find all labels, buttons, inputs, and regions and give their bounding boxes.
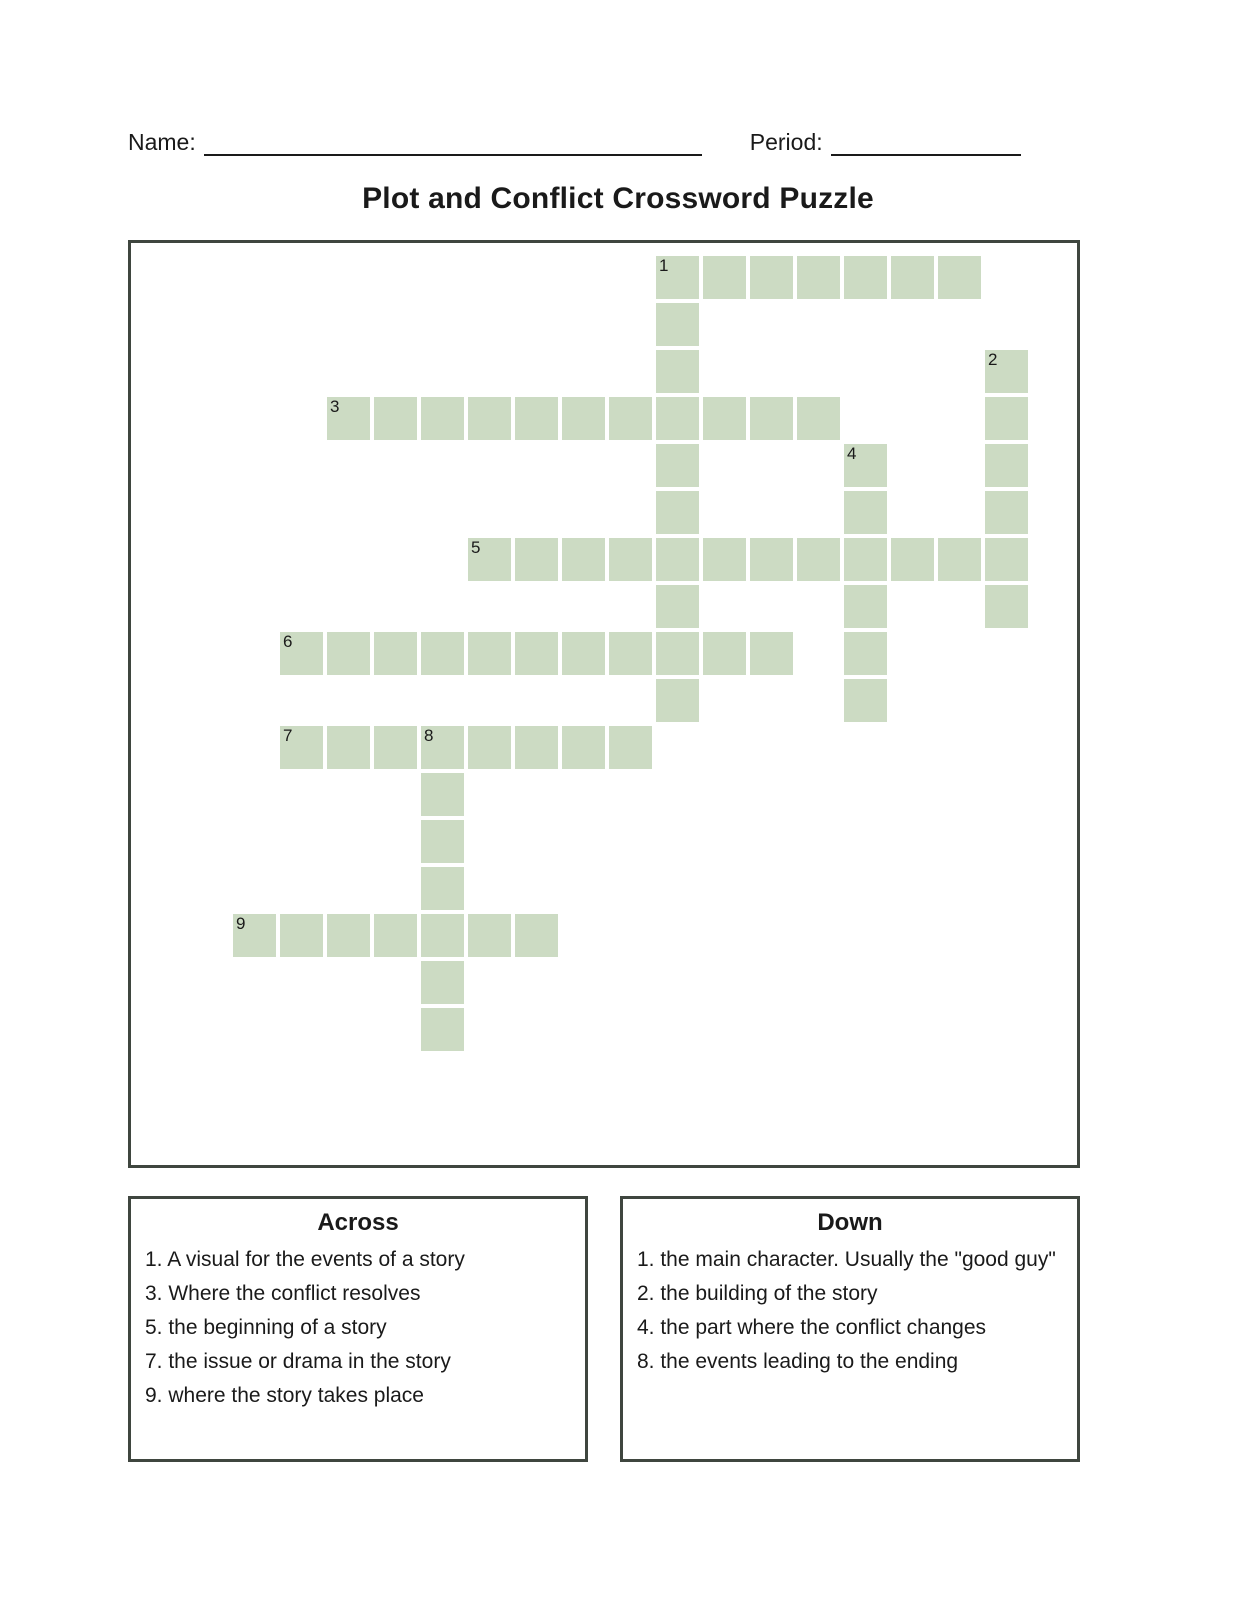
- crossword-cell-number: 3: [330, 397, 340, 416]
- down-clues-box: [620, 1196, 1080, 1462]
- crossword-cell-number: 9: [236, 914, 246, 933]
- name-input-line[interactable]: [204, 130, 702, 156]
- crossword-cell[interactable]: [607, 395, 654, 442]
- crossword-cell-numbered[interactable]: [842, 442, 889, 489]
- crossword-cell[interactable]: [748, 254, 795, 301]
- crossword-cell[interactable]: [607, 536, 654, 583]
- crossword-cell[interactable]: [748, 630, 795, 677]
- crossword-cell[interactable]: [701, 254, 748, 301]
- crossword-cell[interactable]: [983, 395, 1030, 442]
- across-clue-item: 1. A visual for the events of a story: [145, 1248, 465, 1271]
- crossword-cell[interactable]: [701, 630, 748, 677]
- crossword-cell[interactable]: [983, 583, 1030, 630]
- crossword-cell[interactable]: [513, 395, 560, 442]
- period-label: Period:: [749, 129, 823, 155]
- across-clue-list: [145, 1243, 571, 1413]
- period-input-line[interactable]: [831, 130, 1021, 156]
- crossword-cell[interactable]: [607, 724, 654, 771]
- crossword-cell-numbered[interactable]: [231, 912, 278, 959]
- crossword-cell[interactable]: [842, 630, 889, 677]
- crossword-cell[interactable]: [560, 630, 607, 677]
- crossword-cell[interactable]: [983, 536, 1030, 583]
- crossword-cell[interactable]: [936, 536, 983, 583]
- crossword-cell-number: 6: [283, 632, 293, 651]
- across-clue-item: 7. the issue or drama in the story: [145, 1350, 451, 1374]
- down-heading: Down: [817, 1209, 883, 1236]
- crossword-cell[interactable]: [372, 724, 419, 771]
- crossword-cell[interactable]: [419, 395, 466, 442]
- crossword-cell[interactable]: [607, 630, 654, 677]
- page-title: Plot and Conflict Crossword Puzzle: [362, 182, 874, 215]
- across-clue-item: 3. Where the conflict resolves: [145, 1282, 421, 1306]
- crossword-cell[interactable]: [842, 583, 889, 630]
- crossword-cell[interactable]: [419, 771, 466, 818]
- crossword-cell[interactable]: [842, 254, 889, 301]
- crossword-cell[interactable]: [325, 724, 372, 771]
- down-clue-item: 4. the part where the conflict changes: [637, 1316, 987, 1340]
- crossword-cell[interactable]: [701, 395, 748, 442]
- crossword-cell-numbered[interactable]: [654, 254, 701, 301]
- crossword-cell[interactable]: [560, 395, 607, 442]
- crossword-cell[interactable]: [795, 254, 842, 301]
- crossword-cell[interactable]: [466, 630, 513, 677]
- crossword-cell-number: 4: [847, 444, 857, 463]
- crossword-cell[interactable]: [278, 912, 325, 959]
- crossword-cell[interactable]: [372, 912, 419, 959]
- crossword-cell[interactable]: [983, 442, 1030, 489]
- crossword-cell[interactable]: [372, 630, 419, 677]
- crossword-cell-numbered[interactable]: [278, 630, 325, 677]
- down-clue-item: 1. the main character. Usually the "good guy": [637, 1248, 1056, 1271]
- crossword-cell-numbered[interactable]: [983, 348, 1030, 395]
- crossword-cell[interactable]: [654, 301, 701, 348]
- crossword-cell[interactable]: [466, 724, 513, 771]
- crossword-cell[interactable]: [466, 395, 513, 442]
- down-clue-list: [637, 1243, 1063, 1379]
- across-clues-box: [128, 1196, 588, 1462]
- crossword-cell[interactable]: [325, 630, 372, 677]
- crossword-cell[interactable]: [513, 724, 560, 771]
- crossword-cell[interactable]: [513, 912, 560, 959]
- crossword-cell[interactable]: [748, 395, 795, 442]
- crossword-cell[interactable]: [466, 912, 513, 959]
- crossword-cell-number: 2: [988, 350, 998, 369]
- crossword-cell[interactable]: [325, 912, 372, 959]
- crossword-cell[interactable]: [842, 536, 889, 583]
- down-clue-item: 2. the building of the story: [637, 1282, 878, 1306]
- crossword-cell[interactable]: [372, 395, 419, 442]
- crossword-cell[interactable]: [419, 818, 466, 865]
- crossword-cell[interactable]: [654, 442, 701, 489]
- crossword-cell[interactable]: [983, 489, 1030, 536]
- crossword-cell-numbered[interactable]: [419, 724, 466, 771]
- crossword-cell[interactable]: [654, 395, 701, 442]
- crossword-cell[interactable]: [748, 536, 795, 583]
- crossword-cell[interactable]: [419, 630, 466, 677]
- crossword-grid: [128, 240, 1080, 1168]
- crossword-cell-number: 7: [283, 726, 293, 745]
- crossword-cell[interactable]: [842, 677, 889, 724]
- crossword-cell[interactable]: [654, 489, 701, 536]
- across-clue-item: 9. where the story takes place: [145, 1384, 424, 1408]
- crossword-cell[interactable]: [513, 630, 560, 677]
- crossword-cell[interactable]: [654, 348, 701, 395]
- crossword-cell[interactable]: [795, 536, 842, 583]
- across-clue-item: 5. the beginning of a story: [145, 1316, 387, 1340]
- crossword-cell[interactable]: [889, 536, 936, 583]
- crossword-cell[interactable]: [560, 724, 607, 771]
- crossword-cell[interactable]: [419, 959, 466, 1006]
- crossword-cell-numbered[interactable]: [466, 536, 513, 583]
- student-info-row: [128, 122, 1080, 156]
- crossword-cell[interactable]: [795, 395, 842, 442]
- crossword-cell-numbered[interactable]: [325, 395, 372, 442]
- crossword-cell[interactable]: [419, 1006, 466, 1053]
- crossword-cell-number: 5: [471, 538, 481, 557]
- crossword-cell-number: 8: [424, 726, 434, 745]
- crossword-cells-container: [131, 243, 1077, 1165]
- crossword-cell[interactable]: [513, 536, 560, 583]
- crossword-cell[interactable]: [654, 630, 701, 677]
- crossword-cell[interactable]: [654, 536, 701, 583]
- crossword-cell[interactable]: [654, 677, 701, 724]
- down-clue-item: 8. the events leading to the ending: [637, 1350, 959, 1374]
- crossword-cell[interactable]: [560, 536, 607, 583]
- crossword-cell-numbered[interactable]: [278, 724, 325, 771]
- crossword-cell[interactable]: [936, 254, 983, 301]
- name-label: Name:: [128, 129, 196, 155]
- crossword-cell[interactable]: [701, 536, 748, 583]
- crossword-cell[interactable]: [889, 254, 936, 301]
- across-heading: Across: [317, 1209, 399, 1236]
- crossword-cell-number: 1: [659, 256, 669, 275]
- crossword-cell[interactable]: [654, 583, 701, 630]
- crossword-cell[interactable]: [842, 489, 889, 536]
- crossword-cell[interactable]: [419, 912, 466, 959]
- crossword-cell[interactable]: [419, 865, 466, 912]
